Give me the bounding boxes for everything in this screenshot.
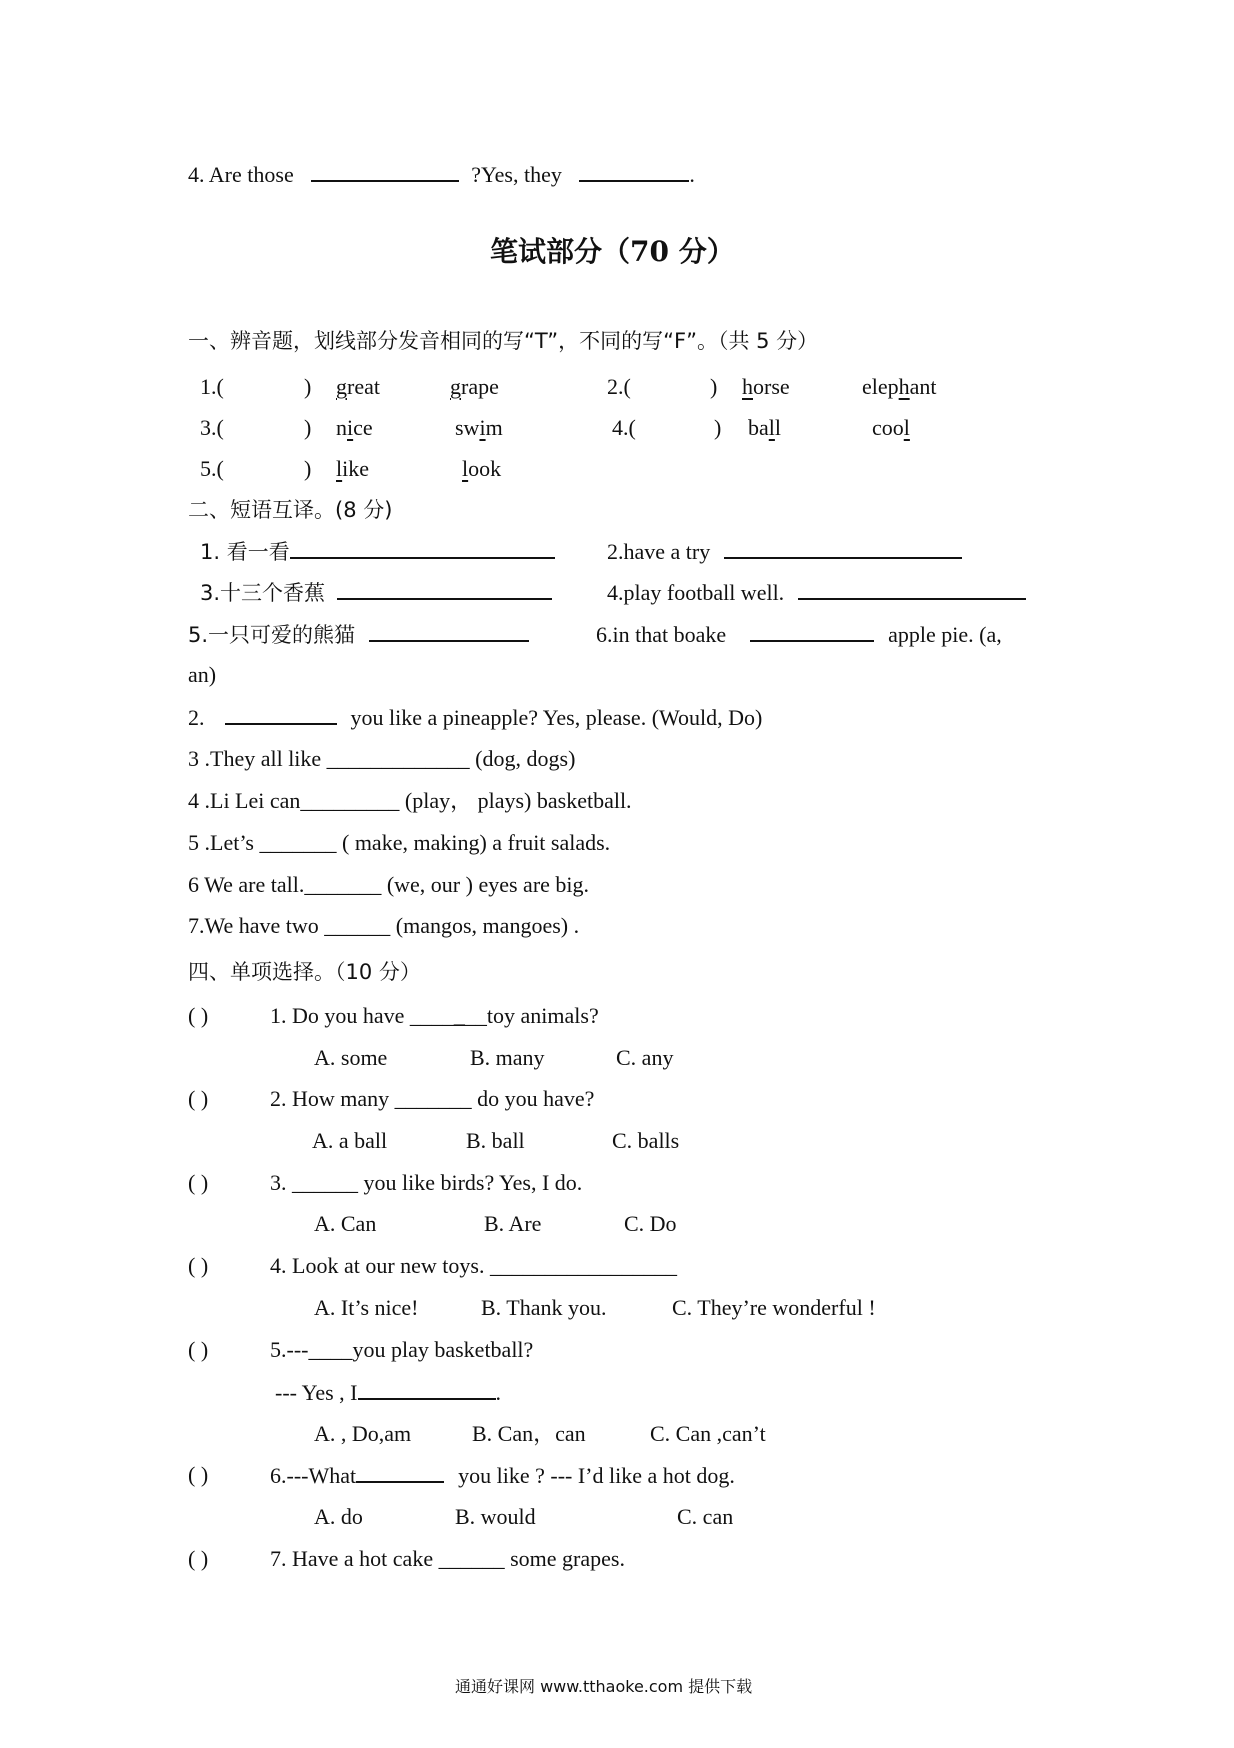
answer-blank [311, 160, 459, 182]
s1-item-5-num: 5.( [200, 456, 224, 481]
mc-q4-option-a: A. It’s nice! [314, 1295, 419, 1320]
s1-item-2-word-2: elephant [862, 374, 937, 399]
mc-q6-paren: ( ) [188, 1462, 209, 1487]
s1-item-3-word-1: nice [336, 415, 373, 440]
s1-item-5-word-1: like [336, 456, 370, 481]
page-footer: 通通好课网 www.tthaoke.com 提供下载 [455, 1677, 753, 1696]
answer-blank [337, 578, 552, 600]
q4-text-b: ?Yes, they [471, 162, 562, 187]
s1-item-4-close: ) [714, 415, 722, 440]
s1-item-3-word-2: swim [455, 415, 503, 440]
s2-item-4: 4.play football well. [607, 578, 1026, 607]
section-1-heading: 一、辨音题，划线部分发音相同的写“T”，不同的写“F”。（共 5 分） [188, 329, 819, 353]
s1-item-1-close: ) [304, 374, 312, 399]
mc-q2-option-c: C. balls [612, 1128, 680, 1153]
fill-line-3: 3 .They all like _____________ (dog, dogs) [188, 746, 576, 771]
fill-line-5: 5 .Let’s _______ ( make, making) a fruit salads. [188, 830, 611, 855]
mc-q2-option-a: A. a ball [312, 1128, 388, 1153]
mc-q5-option-c: C. Can ,can’t [650, 1421, 766, 1446]
mc-q3-option-c: C. Do [624, 1211, 677, 1236]
s1-item-2-word-1: horse [742, 374, 790, 399]
answer-blank [356, 1461, 444, 1483]
s1-item-2-num: 2.( [607, 374, 631, 399]
section-4-heading: 四、单项选择。（10 分） [188, 960, 421, 984]
s1-item-3-close: ) [304, 415, 312, 440]
fill-line-6: 6 We are tall._______ (we, our ) eyes are big. [188, 872, 590, 897]
mc-q4: 4. Look at our new toys. _________________ [270, 1253, 677, 1278]
s2-item-3: 3.十三个香蕉 [200, 578, 552, 607]
mc-q5: 5.---____you play basketball? [270, 1337, 534, 1362]
answer-blank [579, 160, 689, 182]
fill-line-2: 2. you like a pineapple? Yes, please. (Would, Do) [188, 705, 763, 730]
mc-q4-paren: ( ) [188, 1253, 209, 1278]
s1-item-4-word-1: ball [748, 415, 782, 440]
mc-q6: 6.---What you like ? --- I’d like a hot dog. [270, 1463, 735, 1488]
s2-item-2: 2.have a try [607, 537, 962, 566]
s2-item-6-wrap: an) [188, 662, 217, 687]
mc-q6-option-c: C. can [677, 1504, 734, 1529]
mc-q5-option-a: A. , Do,am [314, 1421, 412, 1446]
fill-line-7: 7.We have two ______ (mangos, mangoes) . [188, 913, 580, 938]
mc-q6-option-a: A. do [314, 1504, 363, 1529]
page-title: 笔试部分（70 分） [490, 235, 735, 268]
s1-item-5-word-2: look [462, 456, 502, 481]
answer-blank [724, 537, 962, 559]
s1-item-1-word-1: great [336, 374, 380, 399]
s1-item-4-word-2: cool [872, 415, 910, 440]
answer-blank [369, 620, 529, 642]
s2-item-6: 6.in that boake apple pie. (a, [596, 622, 1002, 647]
mc-q4-option-b: B. Thank you. [481, 1295, 607, 1320]
mc-q5-answer: --- Yes , I . [275, 1380, 501, 1405]
mc-q3-paren: ( ) [188, 1170, 209, 1195]
mc-q2-paren: ( ) [188, 1086, 209, 1111]
mc-q5-option-b: B. Can，can [472, 1421, 586, 1446]
answer-blank [290, 537, 555, 559]
mc-q1-paren: ( ) [188, 1003, 209, 1028]
question-4-line [188, 160, 695, 189]
mc-q7: 7. Have a hot cake ______ some grapes. [270, 1546, 625, 1571]
mc-q3-option-a: A. Can [314, 1211, 377, 1236]
answer-blank [358, 1378, 496, 1400]
s2-item-1: 1. 看一看 [200, 537, 555, 566]
s1-item-4-num: 4.( [612, 415, 636, 440]
mc-q1-option-c: C. any [616, 1045, 674, 1070]
mc-q2-option-b: B. ball [466, 1128, 525, 1153]
mc-q1-option-b: B. many [470, 1045, 545, 1070]
section-2-heading: 二、短语互译。(8 分) [188, 498, 393, 522]
mc-q1-option-a: A. some [314, 1045, 388, 1070]
mc-q3-option-b: B. Are [484, 1211, 542, 1236]
mc-q5-paren: ( ) [188, 1337, 209, 1362]
s1-item-3-num: 3.( [200, 415, 224, 440]
mc-q7-paren: ( ) [188, 1546, 209, 1571]
fill-line-4: 4 .Li Lei can_________ (play， plays) basketball. [188, 788, 632, 813]
s1-item-5-close: ) [304, 456, 312, 481]
mc-q3: 3. ______ you like birds? Yes, I do. [270, 1170, 583, 1195]
s1-item-1-word-2: grape [450, 374, 499, 399]
answer-blank [750, 620, 874, 642]
q4-end: . [689, 162, 695, 187]
s2-item-5: 5.一只可爱的熊猫 [188, 620, 529, 649]
mc-q6-option-b: B. would [455, 1504, 536, 1529]
mc-q4-option-c: C. They’re wonderful ! [672, 1295, 876, 1320]
s1-item-1-num: 1.( [200, 374, 224, 399]
answer-blank [225, 703, 337, 725]
q4-text-a: 4. Are those [188, 162, 294, 187]
mc-q2: 2. How many _______ do you have? [270, 1086, 595, 1111]
answer-blank [798, 578, 1026, 600]
mc-q1: 1. Do you have _______toy animals? [270, 1003, 599, 1028]
s1-item-2-close: ) [710, 374, 718, 399]
